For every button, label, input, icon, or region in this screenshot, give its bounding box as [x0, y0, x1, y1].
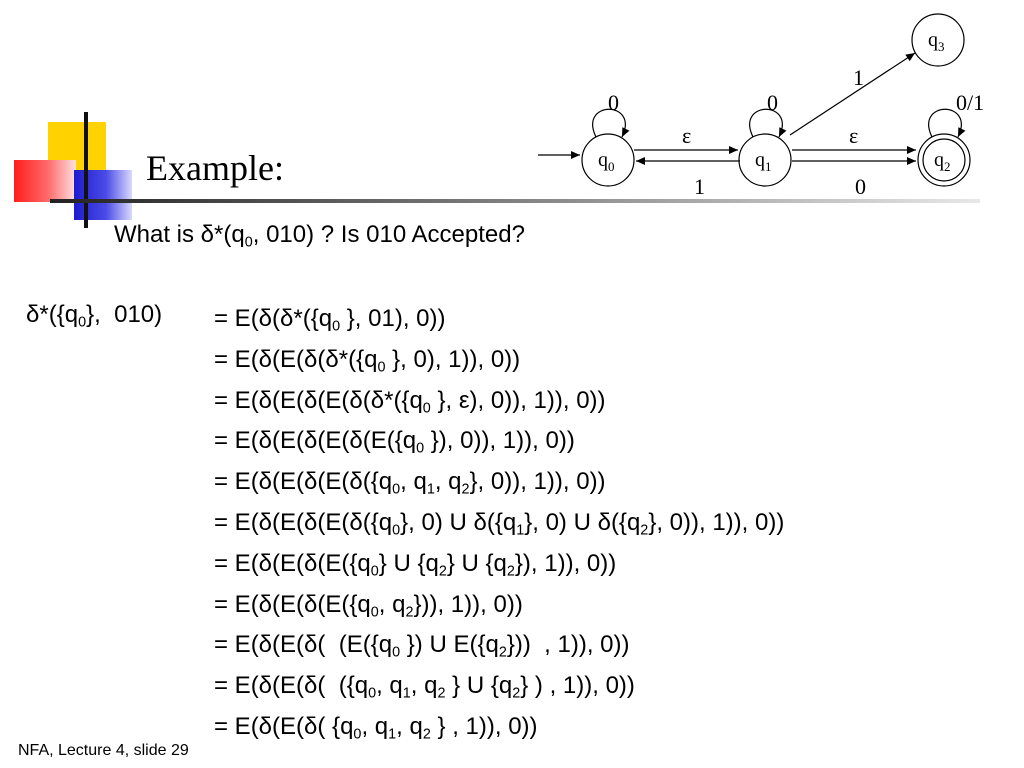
- edge-q0-q1-label: ε: [682, 123, 692, 148]
- slide-title: Example:: [146, 148, 284, 188]
- derivation-line: = $E(\delta(E(\delta(\delta*(\{q_0$ }, 0), 1)), 0)): [214, 345, 521, 376]
- state-q2-label: q: [934, 149, 944, 171]
- loop-q0-label: 0: [608, 90, 619, 115]
- state-q1: [739, 134, 791, 186]
- nfa-diagram: [0, 0, 1024, 210]
- svg-text:q3: $q_3$: [928, 29, 945, 54]
- state-q2-accepting: [918, 134, 970, 186]
- derivation-line: = $E(\delta(E(\delta(E(\{q_0\}$ U $\{q_2\}$ U $\{q_2\}$), 1)), 0)): [214, 549, 617, 580]
- edge-q1-q2-zero-label: 0: [855, 174, 866, 199]
- svg-text:q0: $q_0$: [598, 149, 615, 174]
- state-q3-label: q: [928, 29, 938, 51]
- derivation-line: = $E(\delta(E(\delta(E(\delta(\{q_0$, $q_1$, $q_2$}, 0)), 1)), 0)): [214, 468, 606, 498]
- state-q1-label: q: [755, 149, 765, 171]
- derivation-line: = $E(\delta(E(\delta(E(\{q_0$, $q_2$})), 1)), 0)): [214, 590, 523, 621]
- edge-q1-q0-label: 1: [694, 174, 705, 199]
- loop-q1-label: 0: [767, 90, 778, 115]
- derivation-line: = E(δ(E(δ( {$q_0$, $q_1$, $q_2$ } , 1)), 0)): [214, 712, 538, 743]
- derivation-line: = E(δ(E(δ( ($E(\{q_0$ }) U $E(\{q_2\})$) , 1)), 0)): [214, 631, 630, 661]
- edge-q1-q2-eps-label: ε: [849, 123, 859, 148]
- derivation-line: = $E(\delta(E(\delta(E(\delta(E(\{q_0$ }), 0)), 1)), 0)): [214, 427, 575, 457]
- derivation-lines: [214, 299, 784, 748]
- derivation-line: = E(δ(E(δ( ({$q_0$, $q_1$, $q_2$ } U $\{q_2\}$ ) , 1)), 0)): [214, 672, 635, 702]
- svg-text:q1: $q_1$: [755, 149, 772, 174]
- derivation-line: = $E(\delta(E(\delta(E(\delta(\{q_0\}$, 0) U $\delta(\{q_1\}$, 0) U $\delta(\{q_2\}$, 0)), 1)), 0)): [214, 508, 785, 539]
- derivation-line: = $E(\delta(\delta*(\{q_0$ }, 01), 0)): [214, 305, 446, 335]
- question-text: What is $\delta*(q_0$, 010) ? Is 010 Accepted?: [114, 221, 525, 251]
- svg-text:q2: $q_2$: [934, 149, 951, 174]
- loop-q2-label: 0/1: [956, 90, 985, 115]
- edge-q1-q3-label: 1: [853, 65, 864, 90]
- state-q0-label: q: [598, 149, 608, 171]
- slide-footer: NFA, Lecture 4, slide 29: [18, 742, 189, 759]
- derivation-lhs: $\delta*(\{q_0\}$, 010): [26, 301, 163, 331]
- state-q0: [582, 134, 634, 186]
- derivation-line: = $E(\delta(E(\delta(E(\delta(\delta*(\{q_0$ }, ε), 0)), 1)), 0)): [214, 386, 606, 417]
- state-q3: [912, 14, 964, 66]
